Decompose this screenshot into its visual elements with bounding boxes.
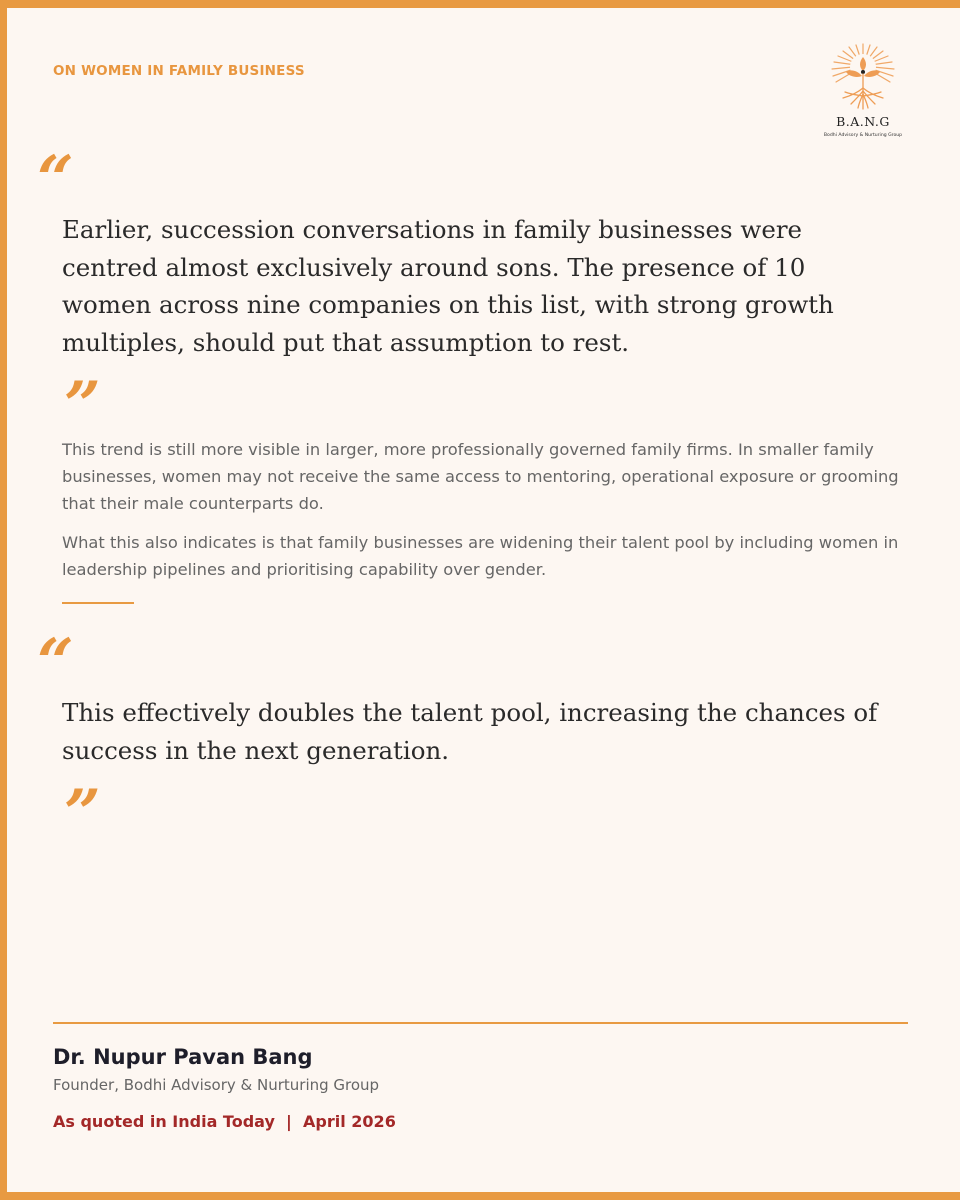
section-kicker: ON WOMEN IN FAMILY BUSINESS [53,63,305,79]
logo-wordmark: B.A.N.G [836,114,890,129]
author-name: Dr. Nupur Pavan Bang [53,1045,313,1069]
open-quote-icon: “ [37,142,74,217]
source-citation: As quoted in India Today | April 2026 [53,1112,396,1131]
bang-logo [815,36,911,144]
body-paragraph-1: This trend is still more visible in larger, more professionally governed family firms. In smaller family businesses, women may not receive the same access to mentoring, operational exposure or grooming that their male counterparts do. [62,440,899,513]
author-role: Founder, Bodhi Advisory & Nurturing Group [53,1076,380,1094]
close-quote-icon: ” [64,368,101,443]
logo-tagline: Bodhi Advisory & Nurturing Group [823,133,903,138]
pull-quote-primary: Earlier, succession conversations in family businesses were centred almost exclusively around sons. The presence of 10 women across nine companies on this list, with strong growth multiples, should put that assumption to rest. [62,215,834,357]
body-paragraph-2: What this also indicates is that family businesses are widening their talent pool by including women in leadership pipelines and prioritising capability over gender. [62,533,899,579]
footer-divider [53,1022,908,1024]
open-quote-icon: “ [37,625,74,700]
pull-quote-secondary: This effectively doubles the talent pool, increasing the chances of success in the next generation. [62,698,878,765]
close-quote-icon: ” [64,776,101,851]
sun-tree-logo-icon [815,36,911,114]
section-divider [62,602,134,604]
